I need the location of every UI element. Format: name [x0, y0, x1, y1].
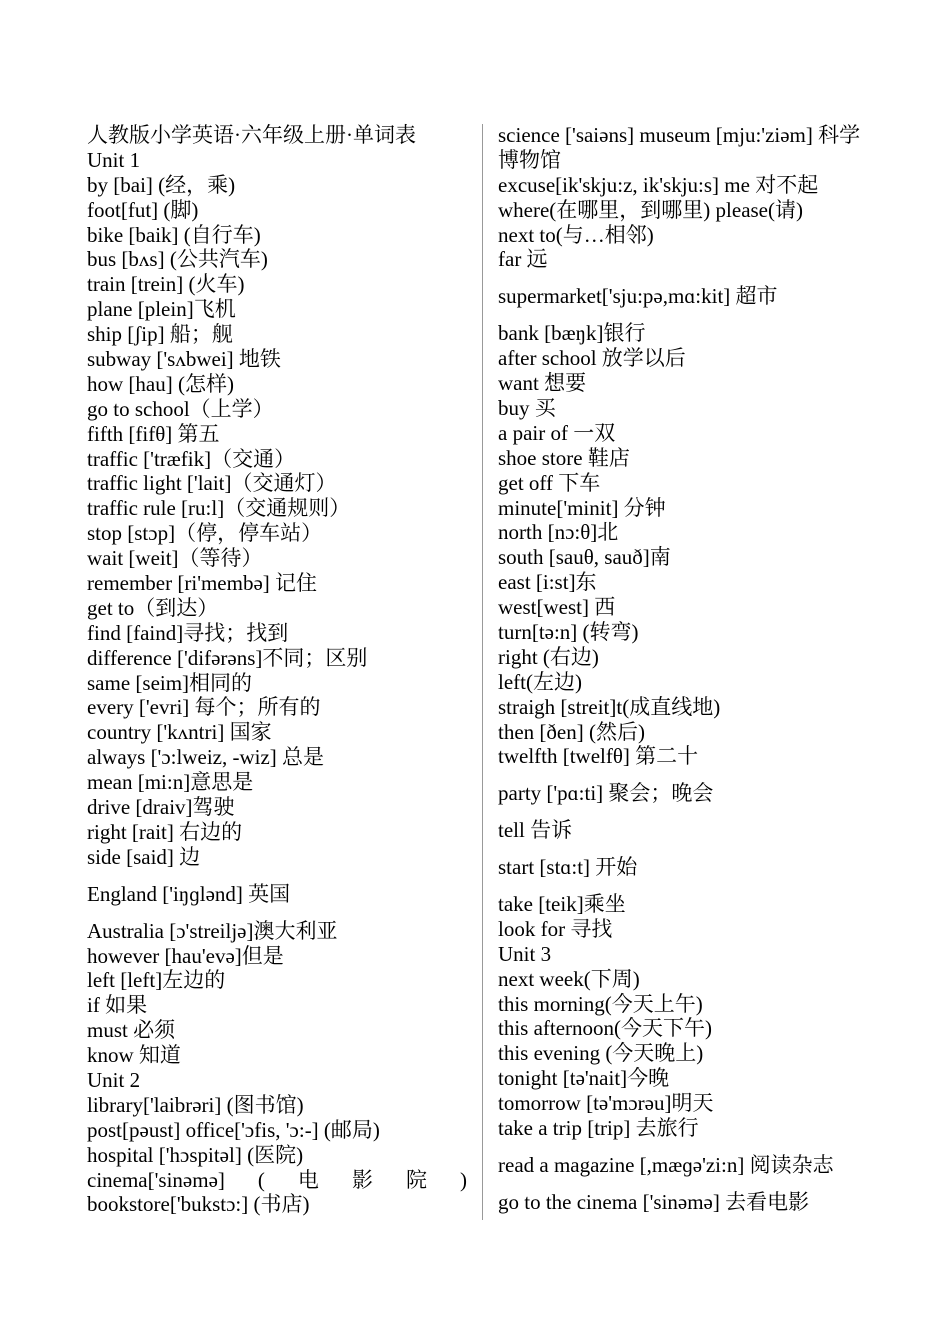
vocab-line: remember [ri'membə] 记住 — [87, 571, 318, 596]
vocab-line: Unit 2 — [87, 1067, 141, 1092]
vocab-line: east [i:st]东 — [498, 570, 597, 595]
vocab-line: tomorrow [tə'mɔrəu]明天 — [498, 1091, 714, 1116]
vocab-line: country ['kʌntri] 国家 — [87, 720, 272, 745]
vocab-line: stop [stɔp]（停，停车站） — [87, 521, 323, 546]
vocab-line: every ['evri] 每个；所有的 — [87, 695, 321, 720]
vocab-line: fifth [fifθ] 第五 — [87, 421, 220, 446]
vocab-line: ship [ʃip] 船；舰 — [87, 322, 233, 347]
vocab-line: by [bai] (经，乘) — [87, 172, 236, 197]
vocab-line: always ['ɔ:lweiz, -wiz] 总是 — [87, 745, 325, 770]
vocab-line: next week(下周) — [498, 966, 640, 991]
vocab-line: hospital ['hɔspitəl] (医院) — [87, 1142, 304, 1167]
vocab-line: after school 放学以后 — [498, 346, 686, 371]
vocab-line: Australia [ɔ'streiljə]澳大利亚 — [87, 918, 338, 943]
vocab-line: tell 告诉 — [498, 818, 573, 843]
vocab-line: find [faind]寻找；找到 — [87, 620, 289, 645]
vocab-line: far 远 — [498, 247, 548, 272]
vocab-line: get off 下车 — [498, 470, 601, 495]
vocab-line-part: 院 — [405, 1167, 427, 1192]
vocab-line: traffic rule [ru:l]（交通规则） — [87, 496, 351, 521]
vocab-line: left(左边) — [498, 669, 582, 694]
vocab-line: supermarket['sju:pə,mɑ:kit] 超市 — [498, 284, 778, 309]
vocab-line: same [seim]相同的 — [87, 670, 253, 695]
vocab-line: take [teik]乘坐 — [498, 891, 626, 916]
vocab-line: want 想要 — [498, 371, 587, 396]
vocab-line: library['laibrəri] (图书馆) — [87, 1092, 304, 1117]
vocab-line: how [hau] (怎样) — [87, 371, 234, 396]
vocab-line: foot[fut] (脚) — [87, 197, 199, 222]
vocab-line: traffic light ['lait]（交通灯） — [87, 471, 337, 496]
vocab-line: drive [draiv]驾驶 — [87, 795, 235, 820]
vocab-line: straigh [streit]t(成直线地) — [498, 694, 721, 719]
right-column — [498, 123, 880, 1215]
vocab-line: subway ['sʌbwei] 地铁 — [87, 347, 281, 372]
vocab-line: Unit 3 — [498, 941, 552, 966]
vocab-line: north [nɔ:θ]北 — [498, 520, 619, 545]
vocab-line: west[west] 西 — [498, 595, 616, 620]
vocab-line: tonight [tə'nait]今晚 — [498, 1066, 670, 1091]
vocab-line: difference ['difərəns]不同；区别 — [87, 645, 368, 670]
vocab-line: side [said] 边 — [87, 844, 201, 869]
vocab-line: must 必须 — [87, 1018, 176, 1043]
vocab-line: get to（到达） — [87, 595, 219, 620]
vocab-line — [87, 1168, 467, 1193]
vocab-line: mean [mi:n]意思是 — [87, 770, 254, 795]
vocab-line: 人教版小学英语·六年级上册·单词表 — [87, 123, 416, 147]
vocab-line: wait [weit]（等待） — [87, 546, 263, 571]
vocab-line: bookstore['bukstɔ:] (书店) — [87, 1192, 310, 1217]
vocab-line: look for 寻找 — [498, 916, 613, 941]
vocab-line: traffic ['træfik]（交通） — [87, 446, 296, 471]
vocab-line: party ['pɑ:ti] 聚会；晚会 — [498, 781, 714, 806]
vocab-line: know 知道 — [87, 1043, 181, 1068]
vocab-line: if 如果 — [87, 993, 148, 1018]
vocab-line-part: 影 — [351, 1167, 373, 1192]
vocab-line: England ['iŋɡlənd] 英国 — [87, 881, 291, 906]
vocab-line: right [rait] 右边的 — [87, 819, 243, 844]
vocab-line: right (右边) — [498, 644, 599, 669]
vocab-line: plane [plein]飞机 — [87, 297, 236, 322]
vocab-line: this afternoon(今天下午) — [498, 1016, 713, 1041]
vocab-line: take a trip [trip] 去旅行 — [498, 1115, 699, 1140]
vocab-line: twelfth [twelfθ] 第二十 — [498, 744, 699, 769]
vocab-line: left [left]左边的 — [87, 968, 226, 993]
vocab-line: however [hau'evə]但是 — [87, 943, 284, 968]
vocab-line: bike [baik] (自行车) — [87, 222, 261, 247]
vocab-line: science ['saiəns] museum [mju:'ziəm] 科学博物馆 — [498, 123, 861, 172]
vocab-line: excuse[ik'skju:z, ik'skju:s] me 对不起 — [498, 172, 819, 197]
vocab-line: start [stɑ:t] 开始 — [498, 855, 638, 880]
vocab-line: bus [bʌs] (公共汽车) — [87, 247, 268, 272]
vocab-line: shoe store 鞋店 — [498, 445, 630, 470]
vocab-line-part: cinema['sinəmə] — [87, 1167, 225, 1192]
vocab-line: this evening (今天晚上) — [498, 1041, 704, 1066]
vocab-line: this morning(今天上午) — [498, 991, 703, 1016]
vocab-line: train [trein] (火车) — [87, 272, 245, 297]
vocab-line: south [sauθ, sauð]南 — [498, 545, 671, 570]
left-column — [87, 123, 467, 1217]
vocab-line: Unit 1 — [87, 147, 141, 172]
vocab-line: where(在哪里，到哪里) please(请) — [498, 197, 803, 222]
vocab-line: bank [bæŋk]银行 — [498, 321, 646, 346]
vocab-line-part: 电 — [297, 1167, 319, 1192]
vocab-line: a pair of 一双 — [498, 420, 616, 445]
vocab-line: next to(与…相邻) — [498, 222, 654, 247]
vocab-line: minute['minit] 分钟 — [498, 495, 666, 520]
vocab-line-part: ( — [257, 1167, 265, 1192]
vocab-line-part: ) — [459, 1167, 467, 1192]
vocab-line: then [ðen] (然后) — [498, 719, 645, 744]
vocab-line: turn[tə:n] (转弯) — [498, 619, 639, 644]
vocab-line: read a magazine [,mæɡə'zi:n] 阅读杂志 — [498, 1152, 834, 1177]
vocab-line: post[pəust] office['ɔfis, 'ɔ:-] (邮局) — [87, 1117, 380, 1142]
vocab-line: go to school（上学） — [87, 396, 274, 421]
column-divider — [482, 124, 483, 1220]
vocab-line: buy 买 — [498, 395, 556, 420]
vocab-line: go to the cinema ['sinəmə] 去看电影 — [498, 1189, 810, 1214]
